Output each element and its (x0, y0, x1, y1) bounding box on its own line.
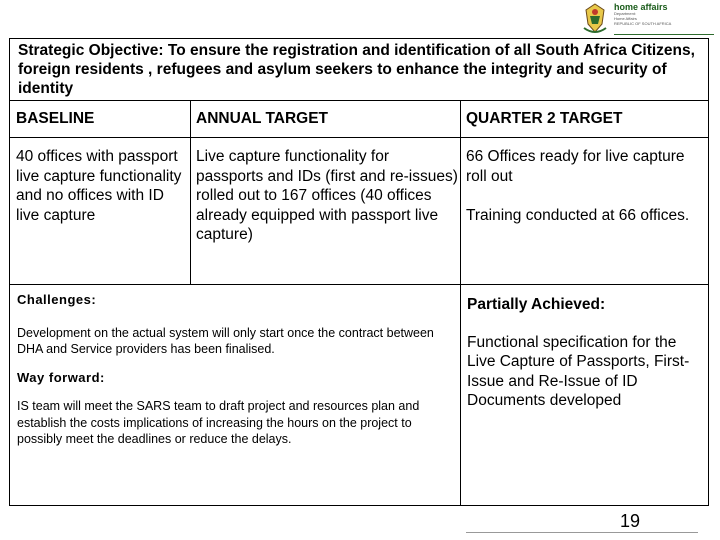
challenges-label: Challenges: (17, 292, 97, 307)
status-section (460, 284, 708, 505)
footer-rule (466, 532, 698, 533)
coat-of-arms-icon (580, 2, 610, 36)
logo-rule (614, 34, 714, 35)
header-annual-target: ANNUAL TARGET (190, 101, 460, 138)
way-forward-text: IS team will meet the SARS team to draft project and resources plan and establish the costs implications of increasing the hours on the project to possibly meet the deadlines or reduce the delays. (17, 399, 420, 446)
page-number: 19 (620, 511, 641, 531)
quarter-target-item: Training conducted at 66 offices. (466, 206, 690, 224)
column-divider (190, 101, 191, 284)
quarter-target-item: 66 Offices ready for live capture roll out (466, 148, 685, 185)
strategic-objective: Strategic Objective: To ensure the registration and identification of all South Africa Citizens, foreign residents , refugees and asylum seekers to enhance the integrity and security of identity (10, 39, 708, 101)
challenges-section (10, 284, 460, 505)
department-logo (578, 0, 720, 38)
logo-wordmark: home affairs Department: Home Affairs REPUBLIC OF SOUTH AFRICA (614, 2, 672, 26)
header-baseline: BASELINE (10, 101, 190, 138)
status-text: Functional specification for the Live Capture of Passports, First-Issue and Re-Issue of ID Documents developed (467, 333, 690, 409)
baseline-cell: 40 offices with passport live capture functionality and no offices with ID live capture (16, 148, 182, 224)
objective-table (9, 38, 709, 506)
challenges-text: Development on the actual system will only start once the contract between DHA and Service providers has been finalised. (17, 325, 434, 356)
header-quarter-target: QUARTER 2 TARGET (460, 101, 708, 138)
quarter-target-cell (460, 138, 708, 284)
annual-target-cell: Live capture functionality for passports and IDs (first and re-issues) rolled out to 167 offices (40 offices already equipped with passport live capture) (196, 148, 458, 243)
status-label: Partially Achieved: (467, 296, 606, 313)
way-forward-label: Way forward: (17, 369, 105, 385)
